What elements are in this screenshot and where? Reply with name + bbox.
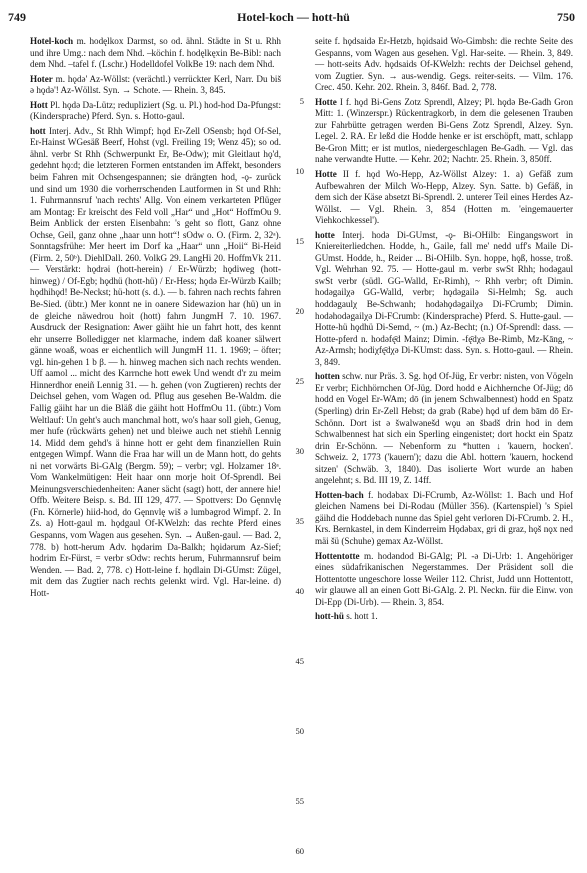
entry-headword: hott-hü [315,611,344,622]
entry-headword: Hoter [30,73,53,84]
entry-text: schw. nur Präs. 3. Sg. hǫd Of-Jüg, Er verbr: nisten, von Vögeln Er verbr; Eichhörnchen Of-Jüg. Dord hodd e Aichhernche Of-Jüg; dō hodd en Vogel Er-WAm; dō (in jenem Schwalbennest) hodd en Spatz (Sperling) drin Er-Zell Hebst; dǝ grab (Rabe) hǫd uf dem bām dō Er-Schönn. Dort ist ǝ šwalwǝnešd wǫu ǝn šbadš drin hod in dem Schwalbennest hat sich ein Sperling eingenistet; dort hockt ein Spatz drin Er-Schönn. — Nebenform zu *hutten ↓ 'kauern, hocken'. Schweiz. 2, 1773 ('kauern'); dazu die Abl. hottern 'kauern, hockend sitzen' (Schwäb. 3, 1840). Das isolierte Wort wurde an haben angelehnt; s. Bd. III 19, Z. 14ff. [315,371,574,486]
running-head: Hotel-koch — hott-hü [237,10,350,24]
entry [30,100,281,123]
entry [315,551,573,609]
entry-text: s. hott 1. [346,611,378,622]
line-number: 50 [295,726,304,736]
left-column [30,36,281,602]
line-number: 30 [295,446,304,456]
entry [315,490,573,548]
entry [315,36,573,94]
line-number: 45 [295,656,304,666]
entry-headword: Hott [30,99,48,110]
line-number: 40 [295,586,304,596]
entry-headword: hotten [315,371,340,382]
right-column [315,36,573,626]
line-number: 60 [295,846,304,856]
entry [315,97,573,166]
page-header [0,0,587,30]
entry [315,611,573,623]
entry [30,36,281,71]
line-number: 20 [295,306,304,316]
entry-text: f. hodǝbax Di-FCrumb, Az-Wöllst: 1. Bach und Hof gleichen Namens bei Di-Rodau (Müller 356). (Kartenspiel) 's Spiel gäihd die Hoddebach nunne das Spiel geht verloren Di-FCrumb. 2. H., Krs. Bernkastel, in dem Kinderreim Hǫdǝbax, gri di graz, hǫš nǫx ned mäi šü (Schuhe) gemax Az-Wöllst. [315,489,573,546]
entry [315,371,573,486]
entry-text: I f. hǫd Bi-Gens Zotz Sprendl, Alzey; Pl. hǫdǝ Be-Gadh Gron Mitt: 1. (Winzerspr.) Rückentragkorb, in dem die gelesenen Trauben zur Fahrbütte getragen werden Bi-Gens Zotz Sprendl, Alzey. Syn. Legel. 2. RA. Er leßd die Hodde henke er ist erschöpft, matt, schlapp Be-Gron Mitt; er ist mutlos, niedergeschlagen Be-Gadh. — Vgl. das nahe verwandte Hutte. — Kehr. 202; Nachtr. 25. Rhein. 3, 850ff. [315,96,574,165]
entry-text: Interj. Adv., St Rhh Wimpf; hǫd Er-Zell OSensb; hǫd Of-Sel, Er-Hainst WGesäß Beerf, Hohst (vgl. Freiling 19; Wenz 45); so od. ähnl. verbr St Rhh (Schwerpunkt Er, Be-Odw); mit Gleitlaut hǫ'd, gedehnt hǫ:d; die letzteren Formen entstanden im Affekt, besonders beim Fahren mit Ochsengespannen; sie drängten hod, -ǫ- zurück und sind um 1930 die vorherrschenden Lautformen in St und Rhh: 1. Fuhrmannsruf 'nach rechts' Allg. Von einem verkarteten Pflüger am Montag: Er kreischt des Feld voll „Har“ und „Hot“ HoffmOu 9. Beim Anblick der ersten Eisenbahn: 's geht so flott, Ganz ohne Ochse, Geil, ganz ohne „haar unn hott“! sOdw o. O. (Firm. 2, 32ᵃ). Sonntagsfrühe: Mer heert im Dorf ka „Haar“ unn „Hoii“ Bi-Heid (Firm. 2, 50ᵇ). DiehlDall. 260. VolkG 29. LangHi 20. HoffmVk 211. — Verstärkt: hǫdrǝi (hott-herein) / Er-Würzb; hǫdiweg (hott-hinweg) / Of-Egb; hǫdhü (hott-hü) / Er-Hess; hǫdǝ Er-Würzb Kailb; hǫdhihǫd! Be-Neckst; hü-hott (s. d.). — b. fahren nach rechts fahren Be-Sied. (übtr.) Mer konnt ne in oanere Sidewazion har (hü) un in de gleiche näwedrou hoit (hott) fahrn JungmH 7. 10. 1967. Ausdruck der Resignation: Awer gäiht hie un fahrt hott, des kennt ehr unserre Bolledigger net klarmache, indem daß koaner sälwert gänne woaß, woas er eichentlich will JungmH 11. 1. 1969; – öfter; vgl. hin-gehen 1 b β. — h. hinweg machen sich nach rechts wenden. Uff aamol ... micht des Karrnche hott ewek Und wendt d'r zu meim Hinnerdhor eneiñ Lennig 31. — h. gehen (von Zugtieren) rechts der Deichsel gehen, vom Wagen od. Pflug aus gesehen Be-Waldm. die Fallig gäiht har un die Bläß die gäiht hott HoffmOu 11. (übtr.) Vom Weltlauf: Un geht's auch manchmal hott, wo's haar soll gieh, Genug, mer hufe (rückwärts gehen) net und bleiwe auch net stiehñ Lennig 14. Midd dem gehd's ä hinne hott er geht dem finanziellen Ruin entgegen Wimpf. Wann die Fraa har will un de Mann hott, do gehts ni net vorwärts Bi-GAlg (Bergm. 59); – verbr; vgl. Holzamer 18ᵃ. Vom Wankelmütigen: Heit haar onn morje hoit Of-Sprendl. Bei Meinungsverschiedenheiten: Aaner sächt (sagt) hott, der annere hie! Offb. Weitere Beisp. s. Bd. III 129, 477. — Spottvers: Do Gęnnvlę (Fn. Körnerle) hiid-hod, do Gęnnvlę wiš ǝ lumbǝgrod Wimpf. 2. In Zs. a) Hott-gaul m. hǫdgaul Of-KWelzh: das rechte Pferd eines Gespanns, vom Wagen aus gesehen. Syn. → Außen-gaul. — Bad. 2, 778. b) hott-herum Adv. hǫdǝrim Da-Balkh; hǫidǝrum Az-Sief; hodrim Er-Fürst, = verbr sOdw: rechts herum, Fuhrmannsruf beim Wenden. — Bad. 2, 778. c) Hott-leine f. hǫdlain Di-GUmst: Zügel, mit dem das Zugtier nach rechts gelenkt wird. Vgl. Har-leine. d) Hott- [30,125,282,598]
entry-headword: Hottentotte [315,550,360,561]
entry-headword: Hotte [315,169,337,180]
line-number: 15 [295,236,304,246]
line-number: 35 [295,516,304,526]
entry-text: II f. hǫd Wo-Hepp, Az-Wöllst Alzey: 1. a) Gefäß zum Aufbewahren der Milch Wo-Hepp, Alzey. Syn. Satte. b) Gefäß, in dem sich der Käse absetzt Bi-Sprendl. 2. unterer Teil eines Herdes Az-Wöllst. — Vgl. Rhein. 3, 854 (Hotten m. 'eingemauerter Viehkochkessel'). [315,169,574,226]
entry [315,169,573,227]
entry-text: seite f. hǫdsaidǝ Er-Hetzb, hǫidsaid Wo-Gimbsh: die rechte Seite des Gespanns, vom Wagen aus gesehen. Vgl. Har-seite. — Rhein. 3, 849. — hott-seits Adv. hǫdsaids Of-KWelzh: rechts der Deichsel gehend, vom Zugtier. Syn. → aus-wendig. Gegs. reiter-seits. — Vilm. 176. Crec. 450. Kehr. 202. Rhein. 3, 846f. Bad. 2, 778. [315,36,573,93]
entry [30,74,281,97]
entry [30,126,281,599]
line-number: 5 [299,96,304,106]
line-number-gutter [282,36,310,866]
entry-headword: hott [30,125,46,136]
page-number-left: 749 [8,10,26,24]
entry-text: m. hodǝndod Bi-GAlg; Pl. -ǝ Di-Urb: 1. Angehöriger eines südafrikanischen Negerstammes. Der Präsident soll die Hottentotte ungeschore losse Weiler 112. Christ, Judd unn Hottentott, wir glauwe all an einen Gott Bi-GAlg. 2. Pl. Neckn. für die Einw. von Di-Epp (Di-Urb). — Rhein. 3, 854. [315,550,573,607]
entry-text: Pl. hǫdǝ Da-Lütz; redupliziert (Sg. u. Pl.) hod-hod Da-Pfungst: (Kindersprache) Pferd. Syn. s. Hotto-gaul. [30,99,281,122]
line-number: 55 [295,796,304,806]
entry-text: m. hodęlkox Darmst, so od. ähnl. Städte in St u. Rhh und ihre Umg.: nach dem Nhd. –köchin f. hodęlkęxin Be-Bibl: nach dem Nhd. –tafel f. (Lschr.) Hodelldofel VolkBe 19: nach dem Nhd. [30,36,281,70]
line-number: 25 [295,376,304,386]
entry-headword: hotte [315,229,335,240]
entry-headword: Hotte [315,96,337,107]
entry-text: Interj. hodǝ Di-GUmst, -ǫ- Bi-OHilb: Eingangswort in Kniereiterliedchen. Hodde, h., Gaile, fall me' nedd uff's Maile Di-GUmst. Hodde, h., Reider ... Bi-OHilb. Syn. hoppe, hǫß, hosse, troß. Vgl. Wehrhan 92. 75. — Hotte-gaul m. verbr swSt Rhh; hodǝgaul swSt verbr (südl. GG-Walld, Er-Rimh), ~ Rhh verbr; oft Dimin. hodǝgailχǝ GG-Walld, verbr; hǫdǝgailǝ Si-Helmh; Sg. auch hoddǝgaulχ Be-Schwanh; hodǝhǫdǝgailχǝ Di-FCrumb; Dimin. hodǝhodǝgailχǝ Di-FCrumb: (Kindersprache) Pferd. S. Hutte-gaul. — Hotte-hü hǫdhü Di-Semd, ~ (m.) Az-Becht; (n.) Of-Sprendl: dass. — Hotte-pferd n. hodǝfę̄d Mainz; Dimin. -fę̄dχǝ Be-Rimb, Mz-Kāng, ~ Az-Armsh; hodiχfę̄dχǝ Di-KUmst: dass. Syn. s. Hotto-gaul. — Rhein. 3, 849. [315,229,573,367]
entry [315,230,573,369]
entry-headword: Hotel-koch [30,36,74,46]
entry-headword: Hotten-bach [315,489,364,500]
entry-text: m. hǫdǝ' Az-Wöllst: (verächtl.) verrückter Kerl, Narr. Du biš ǝ hǫdǝ'! Az-Wöllst. Syn. → Schote. — Rhein. 3, 845. [30,73,282,96]
line-number: 10 [295,166,304,176]
page-number-right: 750 [557,10,575,24]
